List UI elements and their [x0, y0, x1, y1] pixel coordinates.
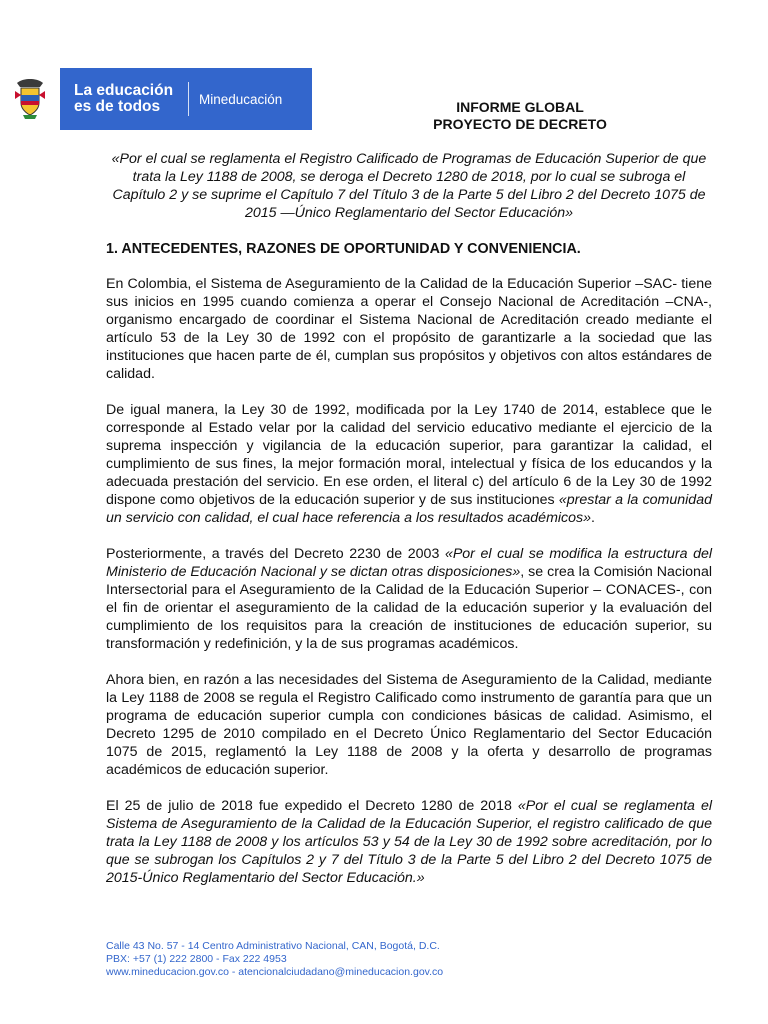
- title-line-2: PROYECTO DE DECRETO: [433, 116, 607, 132]
- footer-links[interactable]: www.mineducacion.gov.co - atencionalciudadano@mineducacion.gov.co: [106, 966, 444, 978]
- paragraph-5-quote: «Por el cual se reglamenta el Sistema de Aseguramiento de la Calidad de la Educación Superior, el registro calificado de que trata la Ley 1188 de 2008 y los artículos 53 y 54 de la Ley 30 de 1992 sobre acreditación, por lo que se subrogan los Capítulos 2 y 7 del Título 3 de la Parte 5 del Libro 2 del Decreto 1075 de 2015-Único Reglamentario del Sector Educación.»: [106, 798, 712, 886]
- paragraph-5-a: El 25 de julio de 2018 fue expedido el Decreto 1280 de 2018: [106, 798, 518, 814]
- page-footer: [106, 940, 443, 979]
- ministry-name: Mineducación: [199, 91, 283, 107]
- paragraph-5: [106, 797, 712, 887]
- logo-slogan: [60, 83, 184, 115]
- ministry-logo: [0, 68, 312, 130]
- paragraph-2-end: .: [591, 510, 595, 526]
- paragraph-3-a: Posteriormente, a través del Decreto 2230 de 2003: [106, 546, 445, 562]
- decree-subtitle: «Por el cual se reglamenta el Registro Calificado de Programas de Educación Superior de que trata la Ley 1188 de 2008, se deroga el Decreto 1280 de 2018, por lo cual se subroga el Capítulo 2 y se suprime el Capítulo 7 del Título 3 de la Parte 5 del Libro 2 del Decreto 1075 de 2015 —Único Reglamentario del Sector Educación»: [111, 151, 707, 221]
- paragraph-2: [106, 401, 712, 527]
- footer-address: Calle 43 No. 57 - 14 Centro Administrativo Nacional, CAN, Bogotá, D.C.: [106, 940, 440, 952]
- logo-divider: [188, 82, 189, 116]
- logo-band: [60, 68, 312, 130]
- section-heading: 1. ANTECEDENTES, RAZONES DE OPORTUNIDAD Y CONVENIENCIA.: [106, 241, 581, 257]
- coat-of-arms-icon: [0, 68, 60, 130]
- paragraph-3-quote: «Por el cual se modifica la estructura del Ministerio de Educación Nacional y se dictan otras disposiciones»: [106, 546, 713, 580]
- paragraph-4: Ahora bien, en razón a las necesidades del Sistema de Aseguramiento de la Calidad, mediante la Ley 1188 de 2008 se regula el Registro Calificado como instrumento de garantía para que un programa de educación superior cumpla con condiciones básicas de calidad. Asimismo, el Decreto 1295 de 2010 compilado en el Decreto Único Reglamentario del Sector Educación 1075 de 2015, reglamentó la Ley 1188 de 2008 y la oferta y desarrollo de programas académicos de educación superior.: [106, 672, 712, 778]
- document-body: [106, 150, 712, 905]
- title-line-1: INFORME GLOBAL: [456, 99, 584, 115]
- paragraph-3-b: , se crea la Comisión Nacional Intersectorial para el Aseguramiento de la Calidad de la Educación Superior – CONACES-, con el fin de orientar el aseguramiento de la calidad de la educación superior y la evaluación del cumplimiento de los requisitos para la creación de instituciones de educación superior, su transformación y redefinición, y la de sus programas académicos.: [106, 564, 712, 652]
- slogan-line-1: La educación: [74, 82, 174, 99]
- paragraph-2-text: De igual manera, la Ley 30 de 1992, modificada por la Ley 1740 de 2014, establece que le corresponde al Estado velar por la calidad del servicio educativo mediante el ejercicio de la suprema inspección y vigilancia de la educación superior, para garantizar la calidad, el cumplimiento de sus fines, la mejor formación moral, intelectual y física de los educandos y la adecuada prestación del servicio. En ese orden, el literal c) del artículo 6 de la Ley 30 de 1992 dispone como objetivos de la educación superior y de sus instituciones: [106, 402, 712, 508]
- slogan-line-2: es de todos: [74, 98, 161, 115]
- footer-phone: PBX: +57 (1) 222 2800 - Fax 222 4953: [106, 953, 287, 965]
- document-title: [340, 99, 700, 133]
- paragraph-1: En Colombia, el Sistema de Aseguramiento de la Calidad de la Educación Superior –SAC- tiene sus inicios en 1995 cuando comienza a operar el Consejo Nacional de Acreditación –CNA-, organismo encargado de coordinar el Sistema Nacional de Acreditación creado mediante el artículo 53 de la Ley 30 de 1992 con el propósito de garantizarle a la sociedad que las instituciones que hacen parte de él, cumplan sus propósitos y objetivos con altos estándares de calidad.: [106, 276, 712, 382]
- paragraph-3: [106, 545, 712, 653]
- paragraph-2-quote: «prestar a la comunidad un servicio con calidad, el cual hace referencia a los resultados académicos»: [106, 492, 712, 526]
